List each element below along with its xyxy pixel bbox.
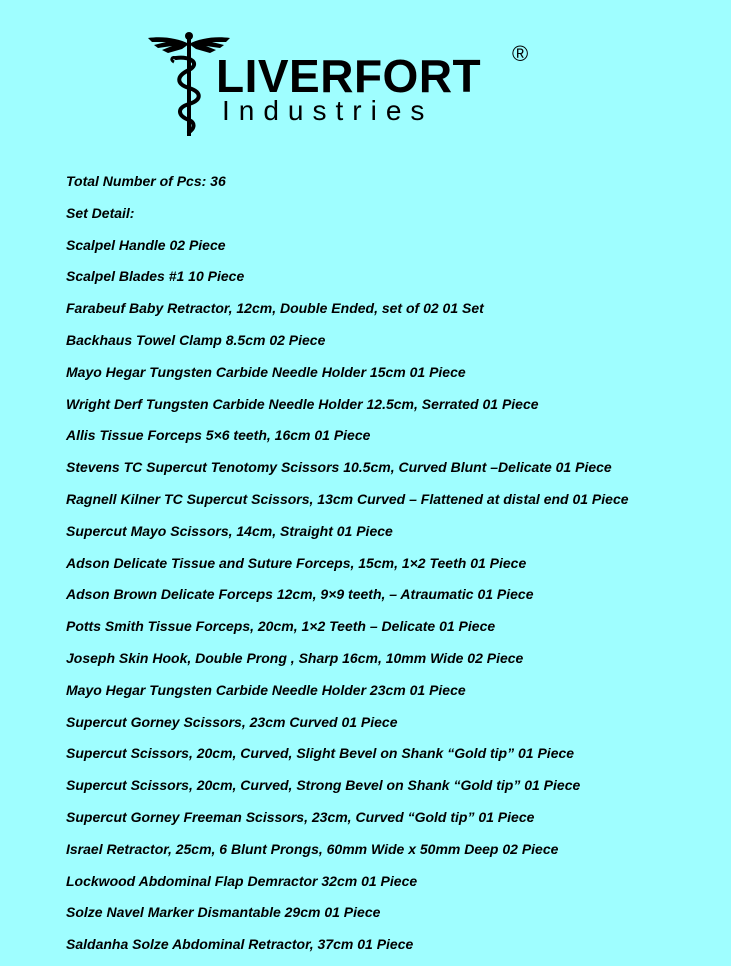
document-body	[66, 171, 726, 966]
list-item: Supercut Gorney Scissors, 23cm Curved 01 Piece	[66, 713, 398, 730]
list-item: Potts Smith Tissue Forceps, 20cm, 1×2 Teeth – Delicate 01 Piece	[66, 618, 496, 635]
list-item: Scalpel Handle 02 Piece	[66, 236, 226, 253]
list-item: Supercut Gorney Freeman Scissors, 23cm, Curved “Gold tip” 01 Piece	[66, 808, 535, 825]
list-item: Mayo Hegar Tungsten Carbide Needle Holder 23cm 01 Piece	[66, 681, 466, 698]
list-item: Adson Brown Delicate Forceps 12cm, 9×9 teeth, – Atraumatic 01 Piece	[66, 586, 534, 603]
brand-name: LIVERFORT	[216, 50, 482, 102]
list-item: Mayo Hegar Tungsten Carbide Needle Holder 15cm 01 Piece	[66, 363, 466, 380]
list-item: Israel Retractor, 25cm, 6 Blunt Prongs, 60mm Wide x 50mm Deep 02 Piece	[66, 840, 559, 857]
list-item: Lockwood Abdominal Flap Demractor 32cm 01 Piece	[66, 872, 418, 889]
list-item: Adson Delicate Tissue and Suture Forceps, 15cm, 1×2 Teeth 01 Piece	[66, 554, 527, 571]
list-item: Ragnell Kilner TC Supercut Scissors, 13cm Curved – Flattened at distal end 01 Piece	[66, 490, 629, 507]
list-item: Allis Tissue Forceps 5×6 teeth, 16cm 01 Piece	[66, 427, 371, 444]
list-item: Solze Navel Marker Dismantable 29cm 01 Piece	[66, 904, 381, 921]
list-item: Wright Derf Tungsten Carbide Needle Holder 12.5cm, Serrated 01 Piece	[66, 395, 539, 412]
list-item: Backhaus Towel Clamp 8.5cm 02 Piece	[66, 331, 326, 348]
list-item: Supercut Scissors, 20cm, Curved, Strong Bevel on Shank “Gold tip” 01 Piece	[66, 777, 581, 794]
list-item: Joseph Skin Hook, Double Prong , Sharp 16cm, 10mm Wide 02 Piece	[66, 649, 524, 666]
list-item: Saldanha Solze Abdominal Retractor, 37cm 01 Piece	[66, 936, 414, 953]
list-item: Stevens TC Supercut Tenotomy Scissors 10.5cm, Curved Blunt –Delicate 01 Piece	[66, 459, 612, 476]
total-pieces: Total Number of Pcs: 36	[66, 173, 226, 189]
brand-subtitle: Industries	[222, 95, 434, 126]
registered-mark: ®	[512, 41, 529, 66]
list-item: Supercut Scissors, 20cm, Curved, Slight Bevel on Shank “Gold tip” 01 Piece	[66, 745, 575, 762]
list-item: Farabeuf Baby Retractor, 12cm, Double Ended, set of 02 01 Set	[66, 300, 484, 317]
company-logo	[146, 30, 546, 142]
list-item: Scalpel Blades #1 10 Piece	[66, 268, 245, 285]
list-item: Supercut Mayo Scissors, 14cm, Straight 01 Piece	[66, 522, 393, 539]
set-detail-heading: Set Detail:	[66, 204, 135, 221]
